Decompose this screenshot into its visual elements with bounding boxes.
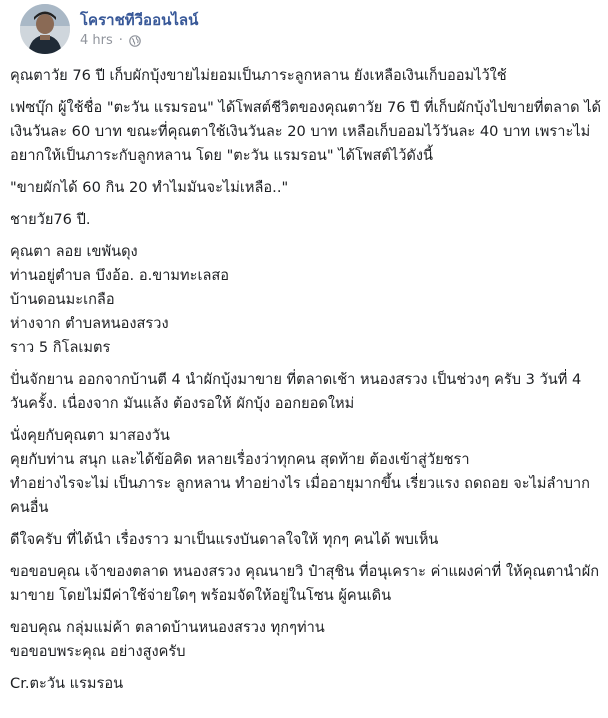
post-credit: Cr.ตะวัน แรมรอน [10,675,124,692]
post-paragraph: ดีใจครับ ที่ได้นำ เรื่องราว มาเป็นแรงบันดาลใจให้ ทุกๆ คนได้ พบเห็น [10,531,439,548]
post-paragraph: ปั่นจักยาน ออกจากบ้านตี 4 นำผักบุ้งมาขาย ที่ตลาดเช้า หนองสรวง เป็นช่วงๆ ครับ 3 วันที่ 4 วันครั้ง. เนื่องจาก มันแล้ง ต้องรอให้ ผักบุ้ง ออกยอดใหม่ [10,371,582,412]
post-paragraph: นั่งคุยกับคุณตา มาสองวัน คุยกับท่าน สนุก และได้ข้อคิด หลายเรื่องว่าทุกคน สุดท้าย ต้องเข้าสู่วัยชรา ทำอย่างไรจะไม่ เป็นภาระ ลูกหลาน ทำอย่างไร เมื่ออายุมากขึ้น เรี่ยวแรง ถดถอย จะไม่ลำบากคนอื่น [10,427,590,516]
post-paragraph: ขอบคุณ กลุ่มแม่ค้า ตลาดบ้านหนองสรวง ทุกๆท่าน ขอขอบพระคุณ อย่างสูงครับ [10,619,325,660]
post-paragraph: ขอขอบคุณ เจ้าของตลาด หนองสรวง คุณนายวิ ป๋าสุชิน ที่อนุเคราะ ค่าแผงค่าที่ ให้คุณตานำผัก มาขาย โดยไม่มีค่าใช้จ่ายใดๆ พร้อมจัดให้อยู่ในโซน ผู้คนเดิน [10,563,600,604]
page-name-link[interactable]: โคราชทีวีออนไลน์ [80,11,199,29]
post-paragraph: ชายวัย76 ปี. [10,211,91,228]
post-meta [80,33,141,48]
avatar-photo [20,4,70,54]
post-body [10,64,602,704]
globe-icon[interactable] [129,35,141,47]
post-paragraph: คุณตา ลอย เขพันดุง ท่านอยู่ตำบล บึงอ้อ. อ.ขามทะเลสอ บ้านดอนมะเกลือ ห่างจาก ตำบลหนองสรวง ราว 5 กิโลเมตร [10,243,230,356]
page-avatar[interactable] [20,4,70,54]
post-header [10,0,598,64]
meta-separator: · [118,33,123,48]
post-paragraph: เฟซบุ๊ก ผู้ใช้ชื่อ "ตะวัน แรมรอน" ได้โพสต์ชีวิตของคุณตาวัย 76 ปี ที่เก็บผักบุ้งไปขายที่ตลาด ได้เงินวันละ 60 บาท ขณะที่คุณตาใช้เงินวันละ 20 บาท เหลือเก็บออมไว้วันละ 40 บาท เพราะไม่อยากให้เป็นภาระกับลูกหลาน โดย "ตะวัน แรมรอน" ได้โพสต์ไว้ดังนี้ [10,99,602,164]
post-timestamp[interactable]: 4 hrs [80,33,113,48]
post-paragraph: "ขายผักได้ 60 กิน 20 ทำไมมันจะไม่เหลือ.." [10,179,289,196]
post-paragraph: คุณตาวัย 76 ปี เก็บผักบุ้งขายไม่ยอมเป็นภาระลูกหลาน ยังเหลือเงินเก็บออมไว้ใช้ [10,67,507,84]
